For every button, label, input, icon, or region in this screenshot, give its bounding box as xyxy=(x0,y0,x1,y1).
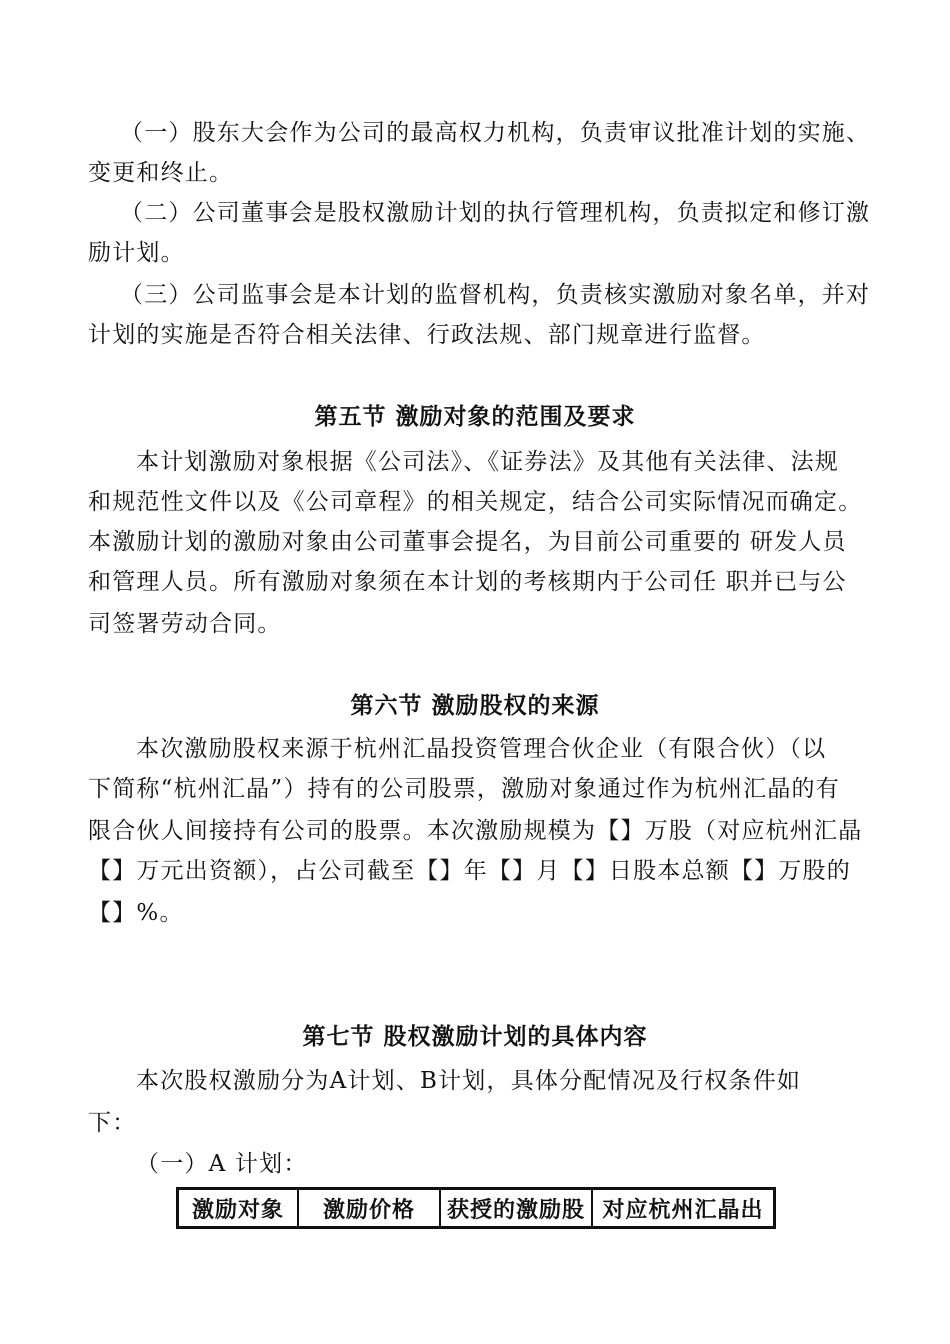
paragraph-line: 本激励计划的激励对象由公司董事会提名，为目前公司重要的 研发人员 xyxy=(88,529,847,555)
subsection-heading: （一）A 计划： xyxy=(136,1151,308,1177)
paragraph-line: 本计划激励对象根据《公司法》、《证券法》及其他有关法律、法规 xyxy=(136,449,839,475)
paragraph-line: 本次股权激励分为A计划、B计划，具体分配情况及行权条件如 xyxy=(136,1068,802,1094)
paragraph-line: 变更和终止。 xyxy=(88,160,234,186)
paragraph-line: （一）股东大会作为公司的最高权力机构，负责审议批准计划的实施、 xyxy=(120,120,871,146)
section-heading: 第五节 激励对象的范围及要求 xyxy=(314,404,636,430)
section-heading: 第六节 激励股权的来源 xyxy=(350,693,600,719)
paragraph-line: （二）公司董事会是股权激励计划的执行管理机构，负责拟定和修订激 xyxy=(120,200,871,226)
paragraph-line: 【】%。 xyxy=(88,900,184,926)
table-header-cell: 对应杭州汇晶出 xyxy=(592,1189,775,1228)
paragraph-line: 下简称“杭州汇晶”）持有的公司股票，激励对象通过作为杭州汇晶的有 xyxy=(88,776,840,802)
allocation-table xyxy=(176,1187,776,1229)
table-header-cell: 获授的激励股 xyxy=(440,1189,592,1228)
paragraph-line: 本次激励股权来源于杭州汇晶投资管理合伙企业（有限合伙）（以 xyxy=(136,736,827,762)
paragraph-line: 限合伙人间接持有公司的股票。本次激励规模为【】万股（对应杭州汇晶 xyxy=(88,818,863,844)
paragraph-line: 和管理人员。所有激励对象须在本计划的考核期内于公司任 职并已与公 xyxy=(88,569,847,595)
table-header-cell: 激励价格 xyxy=(298,1189,440,1228)
paragraph-line: 和规范性文件以及《公司章程》的相关规定，结合公司实际情况而确定。 xyxy=(88,489,863,515)
section-heading: 第七节 股权激励计划的具体内容 xyxy=(302,1024,648,1050)
paragraph-line: 【】万元出资额），占公司截至【】年【】月【】日股本总额【】万股的 xyxy=(88,858,851,884)
paragraph-line: 司签署劳动合同。 xyxy=(88,611,282,637)
paragraph-line: 下： xyxy=(88,1110,137,1136)
table-header-cell: 激励对象 xyxy=(178,1189,299,1228)
paragraph-line: 励计划。 xyxy=(88,240,185,266)
table-header-row xyxy=(178,1189,775,1228)
paragraph-line: （三）公司监事会是本计划的监督机构，负责核实激励对象名单，并对 xyxy=(120,282,871,308)
paragraph-line: 计划的实施是否符合相关法律、行政法规、部门规章进行监督。 xyxy=(88,322,766,348)
